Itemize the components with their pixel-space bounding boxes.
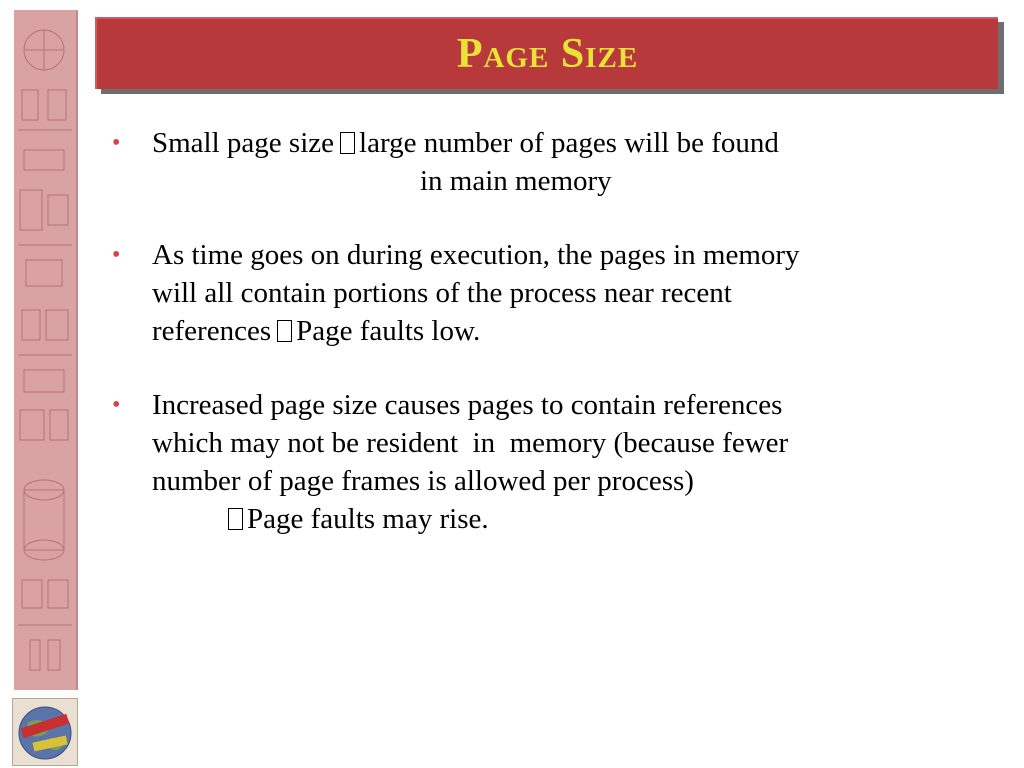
bullet-line (152, 386, 990, 424)
text-segment: will all contain portions of the process near recent (152, 277, 732, 309)
implies-arrow-icon (277, 320, 292, 342)
globe-logo-icon (13, 699, 77, 765)
text-segment: Page faults low. (296, 315, 481, 347)
bullet-marker: • (112, 392, 121, 418)
text-segment: references (152, 315, 272, 347)
bullet-line (152, 312, 990, 350)
title-bar (95, 17, 998, 89)
text-segment: large number of pages will be found (359, 127, 779, 159)
implies-arrow-icon (340, 132, 355, 154)
bullet-line (152, 236, 990, 274)
slide-content (110, 124, 990, 574)
bullet-line (152, 124, 990, 162)
bullet-line (152, 462, 990, 500)
bullet-item (110, 124, 990, 200)
bullet-line (152, 274, 990, 312)
bullet-marker: • (112, 130, 121, 156)
bullet-item (110, 386, 990, 538)
bullet-marker: • (112, 242, 121, 268)
text-segment: in main memory (420, 165, 612, 197)
decorative-side-strip (14, 10, 76, 690)
text-segment: Increased page size causes pages to contain references (152, 389, 783, 421)
text-segment: which may not be resident in memory (because fewer (152, 427, 789, 459)
text-segment: number of page frames is allowed per process) (152, 465, 694, 497)
text-segment: Small page size (152, 127, 335, 159)
slide-title: Page Size (456, 31, 639, 77)
text-segment: As time goes on during execution, the pages in memory (152, 239, 800, 271)
bullet-line (152, 500, 990, 538)
circuit-pattern-icon (14, 10, 76, 690)
bullet-item (110, 236, 990, 350)
implies-arrow-icon (228, 508, 243, 530)
globe-logo (12, 698, 78, 766)
bullet-line (152, 162, 990, 200)
text-segment: Page faults may rise. (247, 503, 489, 535)
bullet-line (152, 424, 990, 462)
